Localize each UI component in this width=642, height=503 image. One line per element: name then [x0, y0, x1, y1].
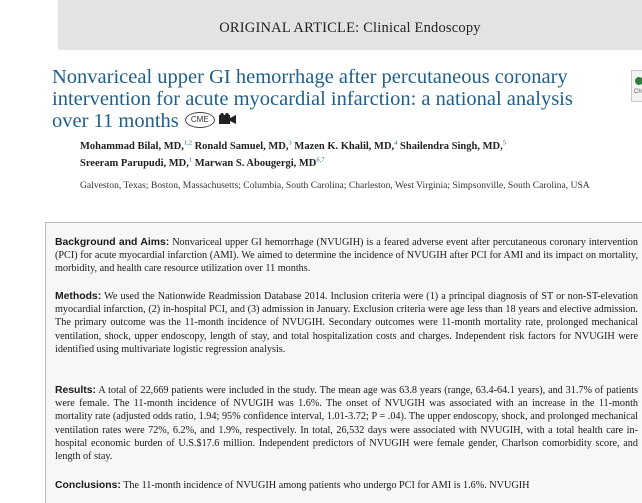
article-title: [52, 66, 612, 133]
section-heading: Background and Aims:: [55, 237, 170, 248]
abstract-background: [55, 236, 638, 276]
cme-badge[interactable]: CME: [185, 112, 215, 128]
author: Mazen K. Khalil, MD,$^4$: [294, 139, 398, 152]
author: Mohammad Bilal, MD,$^{1,2}$: [80, 139, 192, 152]
section-text: The 11-month incidence of NVUGIH among patients who undergo PCI for AMI is 1.6%. NVUGIH: [123, 480, 530, 491]
section-heading: Results:: [55, 385, 96, 396]
section-text: Nonvariceal upper GI hemorrhage (NVUGIH) is a feared adverse event after percutaneous coronary intervention (PCI) for acute myocardial infarction (AMI). We aimed to determine the incidence of NVUGIH after PCI for AMI and its impact on mortality, morbidity, and health care resource utilization over 11 months.: [55, 237, 638, 275]
article-type-label: ORIGINAL ARTICLE: Clinical Endoscopy: [219, 20, 481, 36]
badge-icon: [635, 77, 642, 85]
author: Ronald Samuel, MD,$^3$: [194, 139, 292, 152]
author: Shailendra Singh, MD,$^5$: [400, 139, 506, 152]
abstract-methods: [55, 290, 638, 356]
video-camera-icon[interactable]: [219, 109, 237, 131]
author-list: [80, 136, 600, 170]
article-type-band: [58, 0, 642, 50]
badge-text: Ch: [634, 89, 642, 95]
author: Marwan S. Abougergi, MD$^{6,7}$: [194, 156, 325, 169]
abstract-conclusions: [55, 479, 638, 492]
section-heading: Methods:: [55, 291, 102, 302]
section-heading: Conclusions:: [55, 480, 121, 491]
author: Sreeram Parupudi, MD,$^1$: [80, 156, 193, 169]
check-for-updates-badge[interactable]: [631, 70, 642, 102]
section-text: We used the Nationwide Readmission Database 2014. Inclusion criteria were (1) a principal diagnosis of ST or non-ST-elevation myocardial infarction, (2) in-hospital PCI, and (3) admission in January. Exclusion criteria were age less than 18 years and elective admission. The primary outcome was the 11-month incidence of NVUGIH. Secondary outcomes were 11-month mortality rate, prolonged mechanical ventilation, shock, upper endoscopy, length of stay, and total hospitalization costs and charges. Independent risk factors for NVUGIH were identified using multivariate logistic regression analysis.: [55, 291, 638, 355]
abstract-results: [55, 384, 638, 463]
article-title-text: Nonvariceal upper GI hemorrhage after percutaneous coronary intervention for acute myocardial infarction: a national analysis over 11 months: [52, 66, 573, 132]
section-text: A total of 22,669 patients were included in the study. The mean age was 63.8 years (range, 63.4-64.1 years), and 31.7% of patients were female. The 11-month incidence of NVUGIH was 1.6%. The onset of NVUGIH was associated with an increase in the 11-month mortality rate (adjusted odds ratio, 1.94; 95% confidence interval, 1.01-3.72; P = .04). The upper endoscopy, shock, and prolonged mechanical ventilation rates were 72%, 6.2%, and 1.9%, respectively. In total, 26,532 days were associated with NVUGIH, with a total health care in-hospital economic burden of U.S.$17.6 million. Independent predictors of NVUGIH were female gender, Charlson comorbidity score, and length of stay.: [55, 385, 638, 463]
affiliations: Galveston, Texas; Boston, Massachusetts; Columbia, South Carolina; Charleston, West Virginia; Simpsonville, South Carolina, USA: [80, 180, 590, 191]
